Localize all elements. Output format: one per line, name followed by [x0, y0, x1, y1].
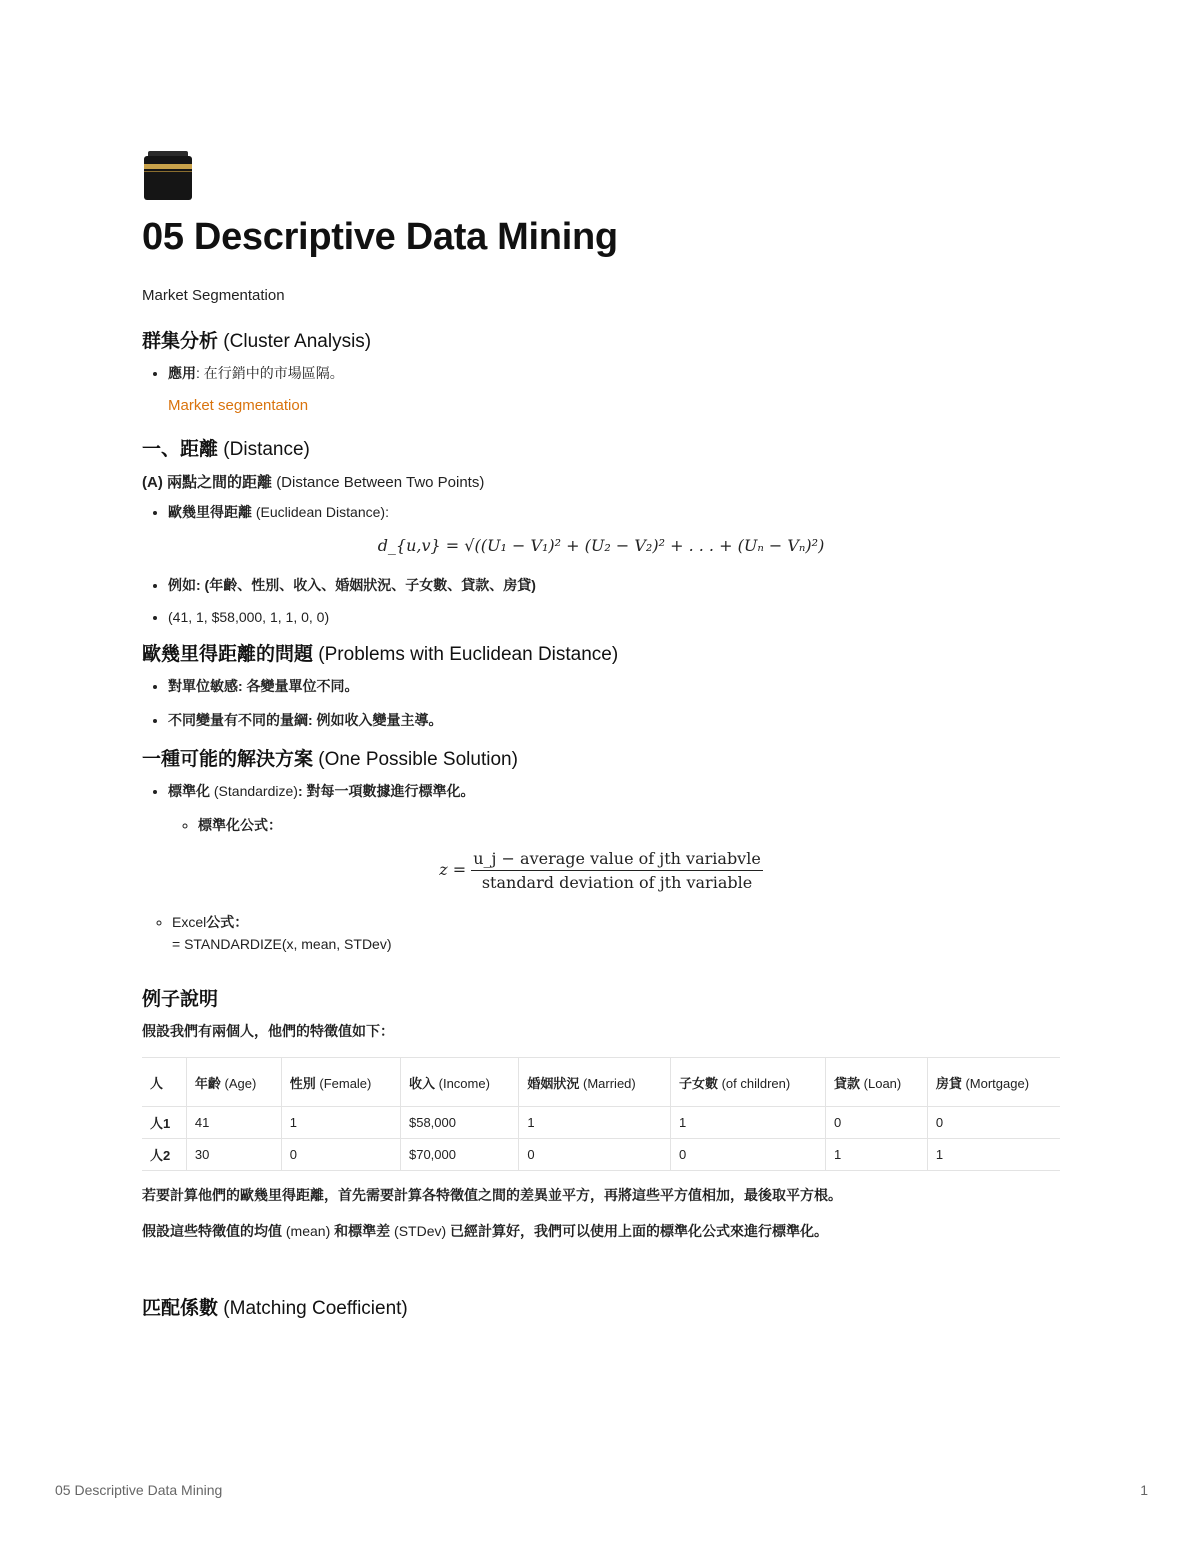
table-cell: 0 [281, 1139, 400, 1171]
formula-lhs: z = [439, 860, 467, 879]
heading-en: (Distance Between Two Points) [276, 474, 485, 491]
header-zh: 房貸 [935, 1075, 962, 1091]
header-zh: 人 [150, 1075, 164, 1091]
table-cell: 0 [927, 1107, 1060, 1139]
heading-en: (Cluster Analysis) [223, 331, 372, 352]
list-item [168, 781, 1060, 835]
heading-two-points [142, 471, 1060, 492]
table-cell: 1 [826, 1139, 928, 1171]
item-label: 對單位敏感 [168, 678, 238, 694]
heading-en: (One Possible Solution) [318, 749, 518, 770]
list-item [168, 676, 1060, 696]
solution-sublist [168, 815, 1060, 835]
item-label: 不同變量有不同的量綱 [168, 712, 308, 728]
euclid-list [142, 502, 1060, 522]
header-zh: 貸款 [834, 1075, 861, 1091]
table-row [142, 1107, 1060, 1139]
euclidean-formula: d_{u,v} = √((U₁ − V₁)² + (U₂ − V₂)² + . . . + (Uₙ − Vₙ)²) [377, 536, 825, 555]
item-text: : 在行銷中的市場區隔。 [196, 365, 344, 381]
header-zh: 性別 [289, 1075, 316, 1091]
header-en: (Age) [224, 1075, 257, 1091]
table-cell: $70,000 [400, 1139, 518, 1171]
table-header-cell [927, 1058, 1060, 1107]
table-cell: 1 [927, 1139, 1060, 1171]
list-item [168, 710, 1060, 730]
table-header-cell [281, 1058, 400, 1107]
formula-numerator: u_j − average value of jth variabvle [471, 849, 763, 871]
list-item [168, 363, 1060, 383]
header-en: (Loan) [863, 1075, 902, 1091]
document-page [142, 150, 1060, 1330]
header-en: (Married) [583, 1075, 636, 1091]
cluster-list [142, 363, 1060, 383]
header-en: (Mortgage) [965, 1075, 1030, 1091]
note-part: 已經計算好，我們可以使用上面的標準化公式來進行標準化。 [450, 1223, 829, 1239]
heading-zh: 匹配係數 [142, 1298, 219, 1319]
item-label: 應用 [168, 365, 196, 381]
item-label: 歐幾里得距離 [168, 504, 252, 520]
heading-en: (Distance) [223, 439, 310, 460]
table-row [142, 1139, 1060, 1171]
table-cell: 41 [186, 1107, 281, 1139]
heading-zh: 一、距離 [142, 439, 219, 460]
item-text: : (年齡、性別、收入、婚姻狀況、子女數、貸款、房貸) [196, 577, 536, 593]
table-header-cell [670, 1058, 825, 1107]
heading-zh: 兩點之間的距離 [167, 474, 273, 491]
page-title: 05 Descriptive Data Mining [142, 216, 618, 258]
table-header-cell [142, 1058, 186, 1107]
list-item [172, 912, 1060, 952]
feature-table [142, 1057, 1060, 1171]
list-item [168, 502, 1060, 522]
page-number: 1 [1140, 1482, 1148, 1498]
heading-cluster-analysis [142, 326, 1060, 353]
table-header-row [142, 1058, 1060, 1107]
heading-distance [142, 434, 1060, 461]
solution-list [142, 781, 1060, 835]
note-part: (mean) [285, 1223, 331, 1239]
table-cell: 1 [670, 1107, 825, 1139]
item-text: : 對每一項數據進行標準化。 [297, 783, 475, 799]
formula-denominator: standard deviation of jth variable [481, 873, 753, 892]
item-text: (Euclidean Distance): [255, 504, 389, 520]
table-cell: 0 [670, 1139, 825, 1171]
excel-sublist [142, 912, 1060, 952]
note-part: 假設這些特徵值的均值 [142, 1223, 282, 1239]
note-part: 和標準差 [334, 1223, 391, 1239]
heading-solution [142, 744, 1060, 771]
standardize-formula [142, 849, 1060, 892]
heading-zh: 歐幾里得距離的問題 [142, 644, 314, 665]
item-text: : 例如收入變量主導。 [308, 712, 443, 728]
footer-title: 05 Descriptive Data Mining [55, 1482, 223, 1498]
table-header-cell [826, 1058, 928, 1107]
example-list [142, 575, 1060, 625]
example-note-1: 若要計算他們的歐幾里得距離，首先需要計算各特徵值之間的差異並平方，再將這些平方值相加，最後取平方根。 [142, 1187, 842, 1203]
header-zh: 婚姻狀況 [527, 1075, 580, 1091]
example-note-2 [142, 1221, 1060, 1241]
header-en: (of children) [721, 1075, 791, 1091]
table-header-cell [519, 1058, 671, 1107]
note-part: (STDev) [394, 1223, 447, 1239]
heading-zh: 群集分析 [142, 331, 219, 352]
market-segmentation-link[interactable]: Market segmentation [168, 397, 309, 414]
table-cell: $58,000 [400, 1107, 518, 1139]
table-cell: 0 [826, 1107, 928, 1139]
table-cell: 0 [519, 1139, 671, 1171]
heading-problems [142, 639, 1060, 666]
header-zh: 收入 [408, 1075, 435, 1091]
table-cell: 1 [519, 1107, 671, 1139]
item-label: 標準化公式： [198, 817, 282, 833]
table-header-cell [186, 1058, 281, 1107]
header-en: (Income) [438, 1075, 490, 1091]
table-cell: 30 [186, 1139, 281, 1171]
heading-prefix: (A) [142, 474, 163, 491]
heading-matching [142, 1293, 1060, 1320]
table-body [142, 1107, 1060, 1171]
item-label: 例如 [168, 577, 196, 593]
item-en: (Standardize) [213, 783, 298, 799]
formula-fraction [471, 849, 763, 892]
header-zh: 子女數 [678, 1075, 718, 1091]
table-cell: 人1 [142, 1107, 186, 1139]
item-label: Excel [172, 914, 207, 930]
header-zh: 年齡 [194, 1075, 221, 1091]
list-item [168, 575, 1060, 595]
item-label: 標準化 [168, 783, 210, 799]
item-text: : 各變量單位不同。 [238, 678, 359, 694]
list-item [198, 815, 1060, 835]
item-text: (41, 1, $58,000, 1, 1, 0, 0) [168, 609, 330, 625]
page-subtitle: Market Segmentation [142, 287, 285, 304]
heading-en: (Problems with Euclidean Distance) [318, 644, 619, 665]
problems-list [142, 676, 1060, 730]
item-label-zh: 公式： [206, 914, 249, 930]
list-item [168, 609, 1060, 625]
heading-en: (Matching Coefficient) [223, 1298, 408, 1319]
table-cell: 人2 [142, 1139, 186, 1171]
heading-example: 例子說明 [142, 989, 219, 1010]
kaaba-icon [142, 150, 194, 202]
table-header-cell [400, 1058, 518, 1107]
excel-code: = STANDARDIZE(x, mean, STDev) [172, 936, 392, 952]
header-en: (Female) [319, 1075, 372, 1091]
example-intro: 假設我們有兩個人，他們的特徵值如下： [142, 1023, 394, 1039]
table-cell: 1 [281, 1107, 400, 1139]
heading-zh: 一種可能的解決方案 [142, 749, 314, 770]
